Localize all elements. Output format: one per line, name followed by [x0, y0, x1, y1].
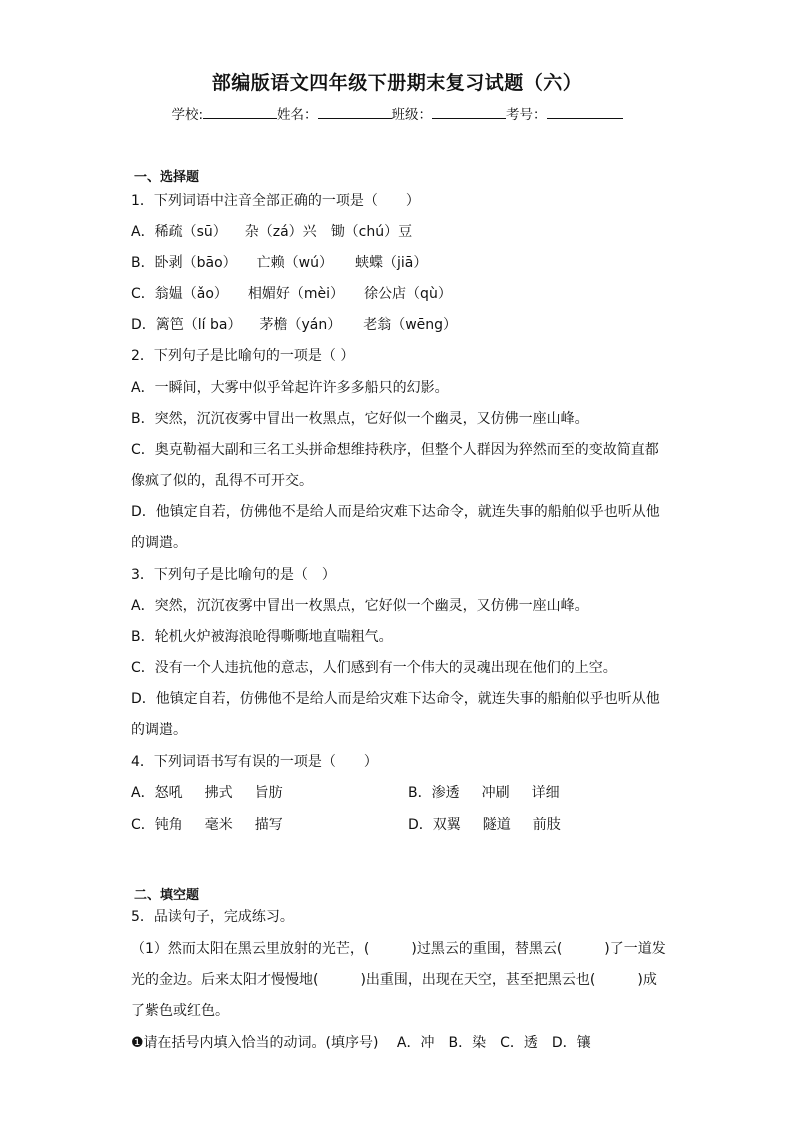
- q1-option-a: [131, 222, 412, 242]
- student-info-line: [0, 103, 794, 123]
- q4-a-item: 旨肪: [254, 785, 283, 801]
- q4-option-b: [408, 783, 560, 803]
- q5-stem: 5．品读句子，完成练习。: [131, 909, 294, 925]
- q1-b-item: B．卧剥（bāo）: [131, 255, 237, 271]
- name-label: 姓名：: [277, 107, 318, 123]
- q2-option-c: C．奥克勒福大副和三名工头拼命想维持秩序，但整个人群因为猝然而至的变故简直都: [131, 442, 659, 458]
- q4-d-item: D．双翼: [408, 817, 461, 833]
- q1-d-item: D．篱笆（lí ba）: [131, 317, 242, 333]
- q4-a-item: 拂式: [204, 785, 233, 801]
- q4-d-item: 隧道: [482, 817, 511, 833]
- q2-stem: 2．下列句子是比喻句的一项是（ ）: [131, 348, 355, 364]
- q1-c-item: 相媚好（mèi）: [247, 286, 345, 302]
- q2-option-d: D．他镇定自若，仿佛他不是给人而是给灾难下达命令，就连失事的船舶似乎也听从他: [131, 504, 660, 520]
- q1-d-item: 茅檐（yán）: [259, 317, 342, 333]
- q3-option-c: C．没有一个人违抗他的意志，人们感到有一个伟大的灵魂出现在他们的上空。: [131, 660, 617, 676]
- q1-c-item: 徐公店（qù）: [364, 286, 452, 302]
- q1-a-item: 杂（zá）兴: [244, 224, 317, 240]
- q5-passage-line-1: （1）然而太阳在黑云里放射的光芒，( )过黑云的重围，替黑云( )了一道发: [131, 941, 666, 957]
- q5-passage-line-2: 光的金边。后来太阳才慢慢地( )出重围，出现在天空，甚至把黑云也( )成: [131, 972, 657, 988]
- q1-option-c: [131, 284, 452, 304]
- class-label: 班级：: [391, 107, 433, 123]
- exam-no-label: 考号：: [506, 107, 547, 123]
- q2-option-b: B．突然，沉沉夜雾中冒出一枚黑点，它好似一个幽灵，又仿佛一座山峰。: [131, 411, 589, 427]
- section-fill-heading: 二、填空题: [134, 888, 200, 903]
- exam-no-blank[interactable]: [547, 104, 623, 119]
- q4-b-item: B．渗透: [408, 785, 460, 801]
- q1-option-b: [131, 253, 427, 273]
- q4-option-a: [131, 783, 283, 803]
- q1-stem: 1．下列词语中注音全部正确的一项是（ ）: [131, 193, 420, 209]
- name-blank[interactable]: [318, 104, 392, 119]
- class-blank[interactable]: [432, 104, 506, 119]
- q4-d-item: 前肢: [532, 817, 561, 833]
- q2-option-a: A．一瞬间，大雾中似乎耸起许许多多船只的幻影。: [131, 380, 449, 396]
- q4-stem: 4．下列词语书写有误的一项是（ ）: [131, 754, 378, 770]
- section-choice-heading: 一、选择题: [134, 170, 200, 185]
- q4-a-item: A．怒吼: [131, 785, 183, 801]
- q1-a-item: A．稀疏（sū）: [131, 224, 227, 240]
- school-label: 学校:: [171, 107, 204, 123]
- q4-c-item: 描写: [254, 817, 283, 833]
- q4-c-item: C．钝角: [131, 817, 183, 833]
- school-blank[interactable]: [203, 104, 277, 119]
- q3-option-d-cont: 的调遣。: [131, 722, 187, 738]
- q1-b-item: 亡赖（wú）: [256, 255, 333, 271]
- page-title: 部编版语文四年级下册期末复习试题（六）: [211, 72, 583, 94]
- q4-b-item: 详细: [531, 785, 560, 801]
- q4-c-item: 毫米: [204, 817, 233, 833]
- q4-option-c: [131, 815, 283, 835]
- q2-option-d-cont: 的调遣。: [131, 535, 187, 551]
- q1-a-item: 锄（chú）豆: [330, 224, 413, 240]
- q1-option-d: [131, 315, 457, 335]
- q5-instruction: ❶请在括号内填入恰当的动词。(填序号) A．冲 B．染 C．透 D．镶: [131, 1035, 591, 1051]
- q4-option-d: [408, 815, 561, 835]
- q1-b-item: 蛱蝶（jiā）: [354, 255, 428, 271]
- q3-option-d: D．他镇定自若，仿佛他不是给人而是给灾难下达命令，就连失事的船舶似乎也听从他: [131, 691, 660, 707]
- q3-option-a: A．突然，沉沉夜雾中冒出一枚黑点，它好似一个幽灵，又仿佛一座山峰。: [131, 598, 589, 614]
- q5-passage-line-3: 了紫色或红色。: [131, 1003, 229, 1019]
- q4-b-item: 冲刷: [481, 785, 510, 801]
- q1-c-item: C．翁媪（ǎo）: [131, 286, 228, 302]
- q2-option-c-cont: 像疯了似的，乱得不可开交。: [131, 473, 313, 489]
- q3-option-b: B．轮机火炉被海浪呛得嘶嘶地直喘粗气。: [131, 629, 393, 645]
- q1-d-item: 老翁（wēng）: [363, 317, 458, 333]
- q3-stem: 3．下列句子是比喻句的是（ ）: [131, 567, 336, 583]
